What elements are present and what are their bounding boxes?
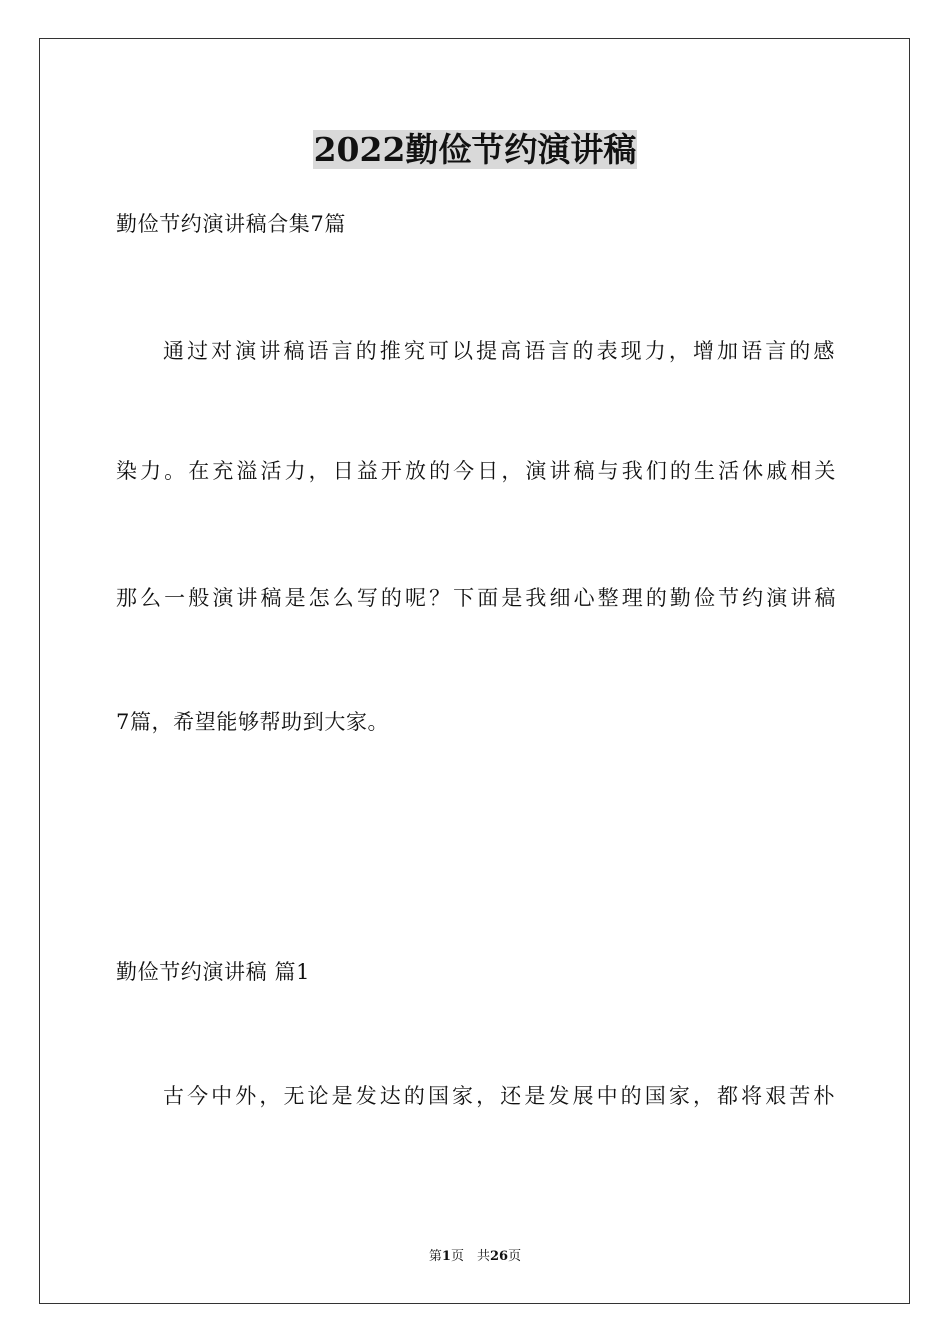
footer-suffix: 页 (508, 1249, 522, 1264)
footer-mid: 页 共 (450, 1249, 490, 1264)
page-footer (0, 1248, 950, 1266)
intro-line-2: 染力。在充溢活力，日益开放的今日，演讲稿与我们的生活休戚相关 (116, 459, 836, 483)
document-subtitle: 勤俭节约演讲稿合集7篇 (116, 212, 346, 236)
document-title-text: 2022勤俭节约演讲稿 (313, 130, 637, 169)
intro-line-1: 通过对演讲稿语言的推究可以提高语言的表现力，增加语言的感 (163, 339, 835, 363)
footer-prefix: 第 (428, 1249, 442, 1264)
section-line-1: 古今中外，无论是发达的国家，还是发展中的国家，都将艰苦朴 (163, 1084, 835, 1108)
section-heading: 勤俭节约演讲稿 篇1 (116, 960, 311, 984)
intro-line-4: 7篇，希望能够帮助到大家。 (116, 710, 390, 734)
document-title (0, 128, 950, 172)
footer-total-pages: 26 (489, 1249, 509, 1264)
intro-line-3: 那么一般演讲稿是怎么写的呢？下面是我细心整理的勤俭节约演讲稿 (116, 586, 836, 610)
footer-current-page: 1 (441, 1249, 451, 1264)
